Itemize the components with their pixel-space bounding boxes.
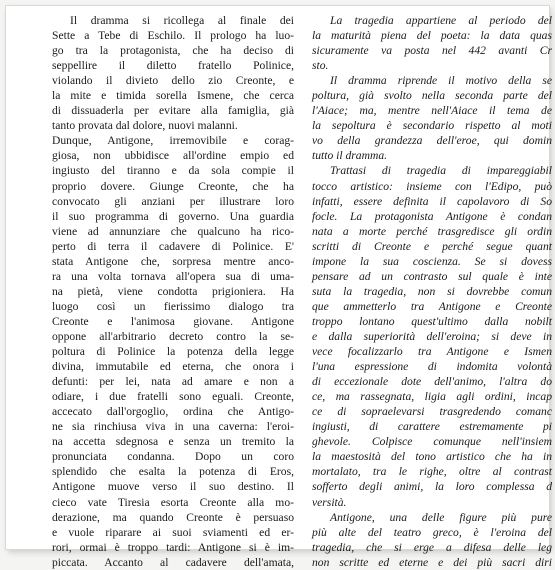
right-column-text-line: sto. <box>312 59 329 73</box>
left-column-text-line: seppellire il diletto fratello Polinice, <box>52 59 294 73</box>
left-column-text-line: convocato gli anziani per illustrare loro <box>52 194 294 208</box>
right-column-text-line: più alte del teatro greco, è l'eroina del <box>312 525 552 539</box>
right-column-text-line: di eccezionale dote dell'animo, l'altra do <box>312 375 552 389</box>
left-column-text-line: tanto provata dal dolore, nuovi malanni. <box>52 119 238 133</box>
right-column-text-line: que ammetterlo tra Antigone e Creonte <box>312 299 552 313</box>
left-column-text-line: Antigone muove verso il suo destino. Il <box>52 480 294 494</box>
right-column-text-line: La tragedia appartiene al periodo del <box>330 14 552 27</box>
right-column-text-line: suta la tragedia, non si dovrebbe comun <box>312 284 552 298</box>
right-column-text-line: tragedia, che si erge a difesa delle leg <box>312 540 552 554</box>
left-column-text-line: di dissuaderla per evitare alla famiglia, già <box>52 104 294 118</box>
left-column-text-line: giosa, non ubbidisce all'ordine empio ed <box>52 149 294 163</box>
right-column-text-line: nata a morte perché trasgredisce gli ordin <box>312 224 552 238</box>
right-column-text-line: ce di sopraelevarsi trasgredendo comanc <box>312 405 552 419</box>
left-column-text-line: e vuole riparare ai suoi sviamenti ed er- <box>52 525 294 539</box>
right-column-text-line: non scritte ed eterne e dei più sacri diri <box>312 555 552 569</box>
right-column-text-line: tocco artistico: insieme con l'Edipo, può <box>312 179 552 193</box>
left-column-text-line: cieco vate Tiresia esorta Creonte alla mo- <box>52 495 294 509</box>
left-column-text-line: odiare, i due fratelli sono eguali. Creonte, <box>52 390 294 404</box>
right-column-text-line: la maestosità del tono artistico che ha in <box>312 450 552 464</box>
right-column-text-line: impone la sua coscienza. Se si dovess <box>312 254 552 268</box>
left-column-text-line: proprio dovere. Giunge Creonte, che ha <box>52 179 294 193</box>
right-column-text-line: Trattasi di tragedia di impareggiabil <box>330 164 552 178</box>
left-column-text-line: violando il divieto dello zio Creonte, e <box>52 74 294 88</box>
left-column <box>52 13 294 570</box>
right-column-text-line: vo della grandezza dell'eroe, qui domin <box>312 134 552 148</box>
left-column-text-line: poltura di Polinice la potenza della legge <box>52 345 294 359</box>
left-column-text-line: ne sia rinchiusa viva in una caverna: l'eroi- <box>52 420 294 434</box>
right-column-text-line: ghevole. Colpisce comunque nell'insiem <box>312 435 552 449</box>
left-column-text-line: ra una volta tornava all'opera sua di uma- <box>52 269 294 283</box>
right-column-text-line: versità. <box>312 495 347 509</box>
left-column-text-line: viene ad annunziare che qualcuno ha rico- <box>52 224 294 238</box>
right-column-text-line: e dalla superiorità dell'eroina; si deve in <box>312 329 552 343</box>
right-column-text-line: ce, ma rassegnata, ligia agli ordini, incap <box>312 390 552 404</box>
right-column-text-line: mortalato, tra le righe, oltre al contrast <box>312 465 552 479</box>
right-column-text-line: l'Aiace; ma, mentre nell'Aiace il tema de <box>312 104 552 118</box>
book-page <box>6 6 552 569</box>
left-column-text-line: rori, ormai è troppo tardi: Antigone si è im- <box>52 540 294 554</box>
right-column-text-line: troppo lontano quest'ultimo dalla nobilt <box>312 314 552 328</box>
left-column-text-line: accecato dall'orgoglio, ordina che Antigo- <box>52 405 294 419</box>
left-column-text-line: splendido che esalta la potenza di Eros, <box>52 465 294 479</box>
left-column-text-line: luogo così un fierissimo dialogo tra <box>52 299 294 313</box>
right-column-text-line: vece focalizzarlo tra Antigone e Ismen <box>312 345 552 359</box>
right-column-text-line: la sepoltura è secondario rispetto al moti <box>312 119 552 133</box>
left-column-text-line: defunti: per lei, nata ad amare e non a <box>52 375 294 389</box>
right-column-text-line: poltura, già svolto nella seconda parte del <box>312 89 552 103</box>
right-column-text-line: focle. La protagonista Antigone è condan <box>312 209 552 223</box>
left-column-text-line: oppone all'arbitrario decreto contro la se- <box>52 329 294 343</box>
right-column-text-line: la maturità piena del poeta: la data quas <box>312 29 552 43</box>
left-column-text-line: piccata. Accanto al cadavere dell'amata, <box>52 555 294 569</box>
right-column-text-line: Antigone, una delle figure più pure <box>330 510 552 524</box>
right-column-text-line: sofferto degli animi, la loro complessa d <box>312 480 552 494</box>
right-column-text-line: sicuramente va posta nel 442 avanti Cr <box>312 44 552 58</box>
left-column-text-line: stata Antigone che, sorpresa mentre anco- <box>52 254 294 268</box>
left-column-text-line: la mite e timida sorella Ismene, che cerca <box>52 89 294 103</box>
left-column-text-line: perto di terra il cadavere di Polinice. E' <box>52 239 294 253</box>
right-column-text-line: infatti, essere definita il capolavoro di So <box>312 194 552 208</box>
left-column-text-line: pronunciata condanna. Dopo un coro <box>52 450 294 464</box>
left-column-text-line: divina, immutabile ed eterna, che onora i <box>52 360 294 374</box>
column-gutter <box>302 16 303 536</box>
left-column-text-line: Sette a Tebe di Eschilo. Il prologo ha luo- <box>52 29 294 43</box>
left-column-text-line: il suo programma di governo. Una guardia <box>52 209 294 223</box>
left-column-text-line: Il dramma si ricollega al finale dei <box>70 14 294 27</box>
right-column-text-line: tutto il dramma. <box>312 149 388 163</box>
right-column-text-line: ingiusti, di carattere estremamente pi <box>312 420 552 434</box>
right-column-text-line: pensare ad un contrasto sul quale è inte <box>312 269 552 283</box>
left-column-text-line: derazione, ma quando Creonte è persuaso <box>52 510 294 524</box>
right-column <box>312 13 552 570</box>
left-column-text-line: Creonte e l'animosa giovane. Antigone <box>52 314 294 328</box>
left-column-text-line: Dunque, Antigone, irremovibile e corag- <box>52 134 294 148</box>
left-column-text-line: ingiusto del tiranno e da sola compie il <box>52 164 294 178</box>
right-column-text-line: scritti di Creonte e perché segue quant <box>312 239 552 253</box>
left-column-text-line: na accetta sdegnosa e senza un tremito la <box>52 435 294 449</box>
right-column-text-line: l'una espressione di indomita volontà <box>312 360 552 374</box>
left-column-text-line: na pietà, viene condotta prigioniera. Ha <box>52 284 294 298</box>
left-column-text-line: go tra la protagonista, che ha deciso di <box>52 44 294 58</box>
right-column-text-line: Il dramma riprende il motivo della se <box>330 74 552 88</box>
